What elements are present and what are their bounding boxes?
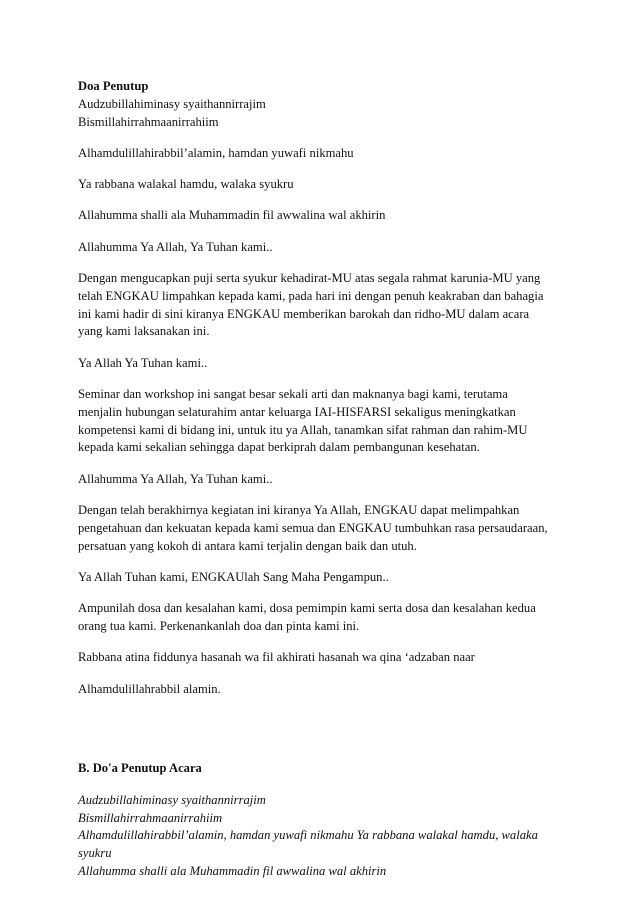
prayer-line: Alhamdulillahirabbil’alamin, hamdan yuwafi nikmahu Ya rabbana walakal hamdu, walaka <box>78 828 538 843</box>
paragraph-line: Dengan telah berakhirnya kegiatan ini kiranya Ya Allah, ENGKAU dapat melimpahkan <box>78 503 520 518</box>
paragraph-line: Seminar dan workshop ini sangat besar sekali arti dan maknanya bagi kami, terutama <box>78 387 508 402</box>
opening-line: Audzubillahiminasy syaithannirrajim <box>78 96 266 111</box>
paragraph: Allahumma Ya Allah, Ya Tuhan kami.. <box>78 239 273 254</box>
paragraph <box>78 600 568 636</box>
paragraph <box>78 386 568 457</box>
paragraph-line: orang tua kami. Perkenankanlah doa dan pinta kami ini. <box>78 619 360 634</box>
paragraph <box>78 502 568 555</box>
paragraph-line: Dengan mengucapkan puji serta syukur kehadirat-MU atas segala rahmat karunia-MU yang <box>78 271 541 286</box>
section-title: Doa Penutup <box>78 79 149 93</box>
section-title: B. Do'a Penutup Acara <box>78 761 202 776</box>
prayer-line: Allahumma shalli ala Muhammadin fil awwalina wal akhirin <box>78 863 387 878</box>
paragraph: Ya rabbana walakal hamdu, walaka syukru <box>78 177 294 192</box>
paragraph: Ya Allah Ya Tuhan kami.. <box>78 355 208 370</box>
paragraph-line: kompetensi kami di bidang ini, untuk itu ya Allah, tanamkan sifat rahman dan rahim-MU <box>78 422 528 437</box>
paragraph-line: ini kami hadir di sini kiranya ENGKAU memberikan barokah dan ridho-MU dalam acara <box>78 306 530 321</box>
paragraph-line: yang kami laksanakan ini. <box>78 324 210 339</box>
paragraph-line: kepada kami sekalian sehingga dapat berkiprah dalam pembangunan kesehatan. <box>78 440 480 455</box>
paragraph-line: pengetahuan dan kekuatan kepada kami semua dan ENGKAU tumbuhkan rasa persaudaraan, <box>78 520 548 535</box>
prayer-line: syukru <box>78 846 112 861</box>
paragraph-line: telah ENGKAU limpahkan kepada kami, pada hari ini dengan penuh keakraban dan bahagia <box>78 288 544 303</box>
paragraph: Allahumma shalli ala Muhammadin fil awwalina wal akhirin <box>78 208 386 223</box>
opening-line: Bismillahirrahmaanirrahiim <box>78 114 219 129</box>
paragraph-line: persatuan yang kokoh di antara kami terjalin dengan baik dan utuh. <box>78 538 417 553</box>
paragraph-line: Ampunilah dosa dan kesalahan kami, dosa pemimpin kami serta dosa dan kesalahan kedua <box>78 601 536 616</box>
paragraph: Alhamdulillahirabbil’alamin, hamdan yuwafi nikmahu <box>78 145 354 160</box>
paragraph: Alhamdulillahrabbil alamin. <box>78 681 221 696</box>
paragraph: Rabbana atina fiddunya hasanah wa fil akhirati hasanah wa qina ‘adzaban naar <box>78 650 475 665</box>
paragraph-line: menjalin hubungan selaturahim antar keluarga IAI-HISFARSI sekaligus meningkatkan <box>78 404 516 419</box>
paragraph: Allahumma Ya Allah, Ya Tuhan kami.. <box>78 471 273 486</box>
paragraph <box>78 270 568 341</box>
prayer-line: Bismillahirrahmaanirrahiim <box>78 810 223 825</box>
paragraph: Ya Allah Tuhan kami, ENGKAUlah Sang Maha Pengampun.. <box>78 569 389 584</box>
prayer-line: Audzubillahiminasy syaithannirrajim <box>78 792 266 807</box>
document-page <box>78 78 568 881</box>
